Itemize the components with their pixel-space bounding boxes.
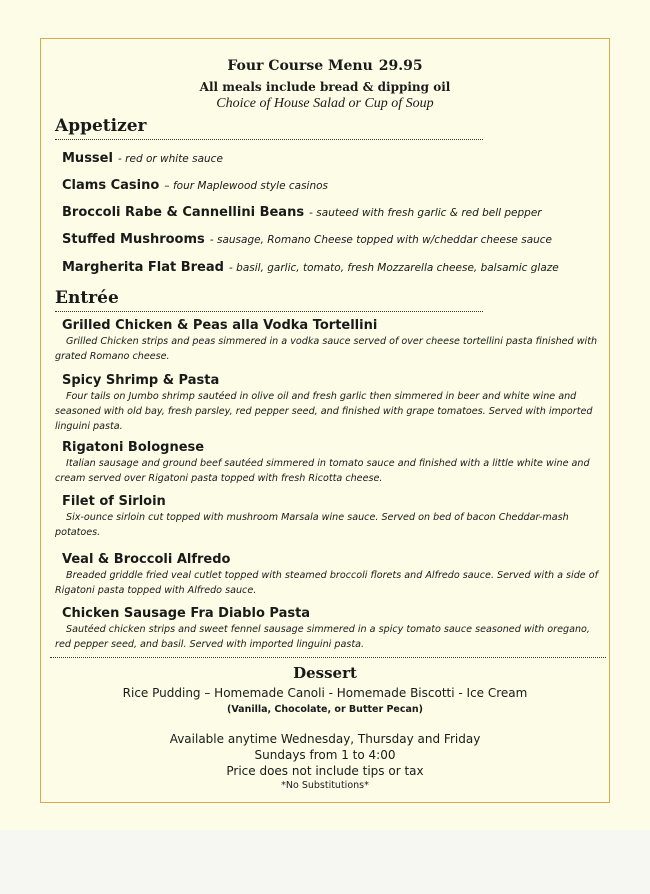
entree-item-desc: Italian sausage and ground beef sautéed simmered in tomato sauce and finished with a little white wine and cream served over Rigatoni pasta topped with fresh Ricotta cheese. xyxy=(55,458,590,484)
menu-price: 29.95 xyxy=(378,58,423,74)
appetizer-item xyxy=(62,256,602,275)
entree-item-name: Grilled Chicken & Peas alla Vodka Tortellini xyxy=(62,318,378,333)
entree-item-desc: Grilled Chicken strips and peas simmered in a vodka sauce served of over cheese tortellini pasta finished with grated Romano cheese. xyxy=(55,336,598,362)
appetizer-item-desc: - basil, garlic, tomato, fresh Mozzarella cheese, balsamic glaze xyxy=(229,262,559,274)
appetizer-item-desc: - sausage, Romano Cheese topped with w/cheddar cheese sauce xyxy=(209,234,553,246)
appetizer-divider xyxy=(55,139,483,140)
dessert-divider xyxy=(50,657,606,658)
dessert-heading: Dessert xyxy=(293,664,357,682)
appetizer-item-name: Mussel xyxy=(62,151,113,166)
dessert-items: Rice Pudding – Homemade Canoli - Homemade Biscotti - Ice Cream xyxy=(122,686,528,700)
appetizer-item-desc: – four Maplewood style casinos xyxy=(164,180,329,192)
substitution-note: *No Substitutions* xyxy=(281,780,369,791)
appetizer-item-name: Margherita Flat Bread xyxy=(62,260,224,275)
appetizer-heading: Appetizer xyxy=(55,116,147,136)
entree-item-desc: Four tails on Jumbo shrimp sautéed in olive oil and fresh garlic then simmered in beer and white wine and seasoned with old bay, fresh parsley, red pepper seed, and finished with grape tomatoes. Served with imported linguini pasta. xyxy=(55,391,593,432)
sunday-hours: Sundays from 1 to 4:00 xyxy=(254,748,396,762)
menu-choice-note: Choice of House Salad or Cup of Soup xyxy=(216,96,434,111)
entree-item-name: Spicy Shrimp & Pasta xyxy=(62,373,220,388)
price-note: Price does not include tips or tax xyxy=(226,764,424,778)
entree-heading: Entrée xyxy=(55,288,119,308)
entree-item-name: Veal & Broccoli Alfredo xyxy=(62,552,231,567)
entree-item-name: Rigatoni Bolognese xyxy=(62,440,205,455)
appetizer-item-desc: - red or white sauce xyxy=(118,153,223,165)
appetizer-item-name: Stuffed Mushrooms xyxy=(62,232,205,247)
appetizer-item-desc: - sauteed with fresh garlic & red bell pepper xyxy=(309,207,542,219)
dessert-flavors: (Vanilla, Chocolate, or Butter Pecan) xyxy=(226,704,424,715)
entree-item-name: Filet of Sirloin xyxy=(62,494,166,509)
appetizer-item-name: Clams Casino xyxy=(62,178,160,193)
menu-subtitle: All meals include bread & dipping oil xyxy=(199,80,451,94)
appetizer-item xyxy=(62,201,602,220)
appetizer-item xyxy=(62,228,602,247)
entree-item-desc: Six-ounce sirloin cut topped with mushroom Marsala wine sauce. Served on bed of bacon Cheddar-mash potatoes. xyxy=(55,512,569,538)
appetizer-item xyxy=(62,174,602,193)
entree-item-desc: Sautéed chicken strips and sweet fennel sausage simmered in a spicy tomato sauce seasoned with oregano, red pepper seed, and basil. Served with imported linguini pasta. xyxy=(55,624,590,650)
entree-divider xyxy=(55,311,483,312)
menu-title xyxy=(40,58,610,74)
entree-item-name: Chicken Sausage Fra Diablo Pasta xyxy=(62,606,311,621)
entree-item-desc: Breaded griddle fried veal cutlet topped with steamed broccoli florets and Alfredo sauce. Served with a side of Rigatoni pasta topped with Alfredo sauce. xyxy=(55,570,598,596)
appetizer-item-name: Broccoli Rabe & Cannellini Beans xyxy=(62,205,305,220)
availability-text: Available anytime Wednesday, Thursday and Friday xyxy=(169,732,481,746)
menu-title-text: Four Course Menu xyxy=(227,58,373,74)
appetizer-item xyxy=(62,147,602,166)
